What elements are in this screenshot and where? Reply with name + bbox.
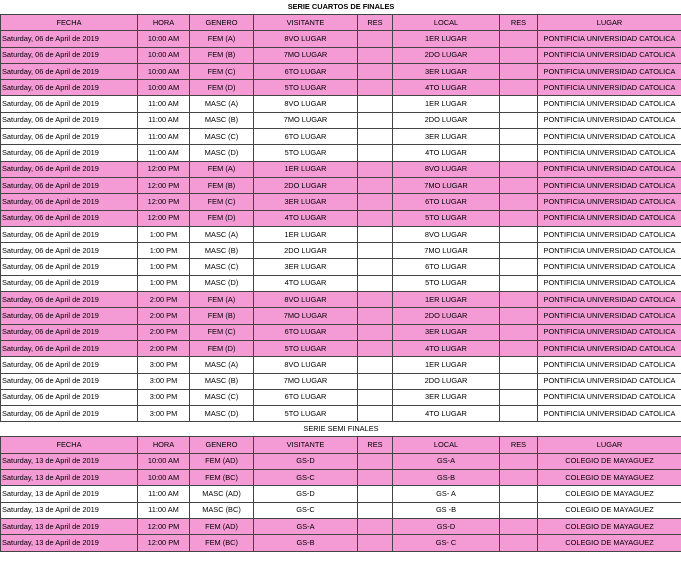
- lugar-cell: COLEGIO DE MAYAGUEZ: [538, 535, 681, 551]
- column-header: LUGAR: [538, 437, 681, 453]
- visitante-cell: 3ER LUGAR: [254, 259, 358, 275]
- section-title-row: [1, 0, 681, 15]
- res-local-cell: [500, 259, 538, 275]
- column-header: HORA: [138, 437, 190, 453]
- res-local-cell: [500, 243, 538, 259]
- genero-cell: MASC (BC): [190, 502, 254, 518]
- genero-cell: MASC (D): [190, 406, 254, 422]
- column-header: GENERO: [190, 437, 254, 453]
- column-header: FECHA: [1, 15, 138, 31]
- res-visitante-cell: [358, 486, 393, 502]
- column-header: LOCAL: [393, 15, 500, 31]
- visitante-cell: GS-C: [254, 470, 358, 486]
- res-visitante-cell: [358, 194, 393, 210]
- lugar-cell: PONTIFICIA UNIVERSIDAD CATOLICA: [538, 63, 681, 79]
- res-local-cell: [500, 406, 538, 422]
- res-visitante-cell: [358, 373, 393, 389]
- genero-cell: MASC (C): [190, 259, 254, 275]
- lugar-cell: PONTIFICIA UNIVERSIDAD CATOLICA: [538, 31, 681, 47]
- genero-cell: FEM (C): [190, 63, 254, 79]
- genero-cell: MASC (B): [190, 373, 254, 389]
- res-local-cell: [500, 194, 538, 210]
- res-local-cell: [500, 324, 538, 340]
- column-header: HORA: [138, 15, 190, 31]
- hora-cell: 1:00 PM: [138, 259, 190, 275]
- local-cell: GS-A: [393, 453, 500, 469]
- genero-cell: FEM (B): [190, 308, 254, 324]
- fecha-cell: Saturday, 06 de April de 2019: [1, 96, 138, 112]
- table-row: [1, 161, 681, 177]
- res-local-cell: [500, 47, 538, 63]
- visitante-cell: 5TO LUGAR: [254, 406, 358, 422]
- table-row: [1, 177, 681, 193]
- genero-cell: FEM (AD): [190, 453, 254, 469]
- table-row: [1, 502, 681, 518]
- res-visitante-cell: [358, 470, 393, 486]
- column-header: VISITANTE: [254, 15, 358, 31]
- res-visitante-cell: [358, 129, 393, 145]
- table-row: [1, 194, 681, 210]
- genero-cell: FEM (D): [190, 210, 254, 226]
- lugar-cell: COLEGIO DE MAYAGUEZ: [538, 518, 681, 534]
- fecha-cell: Saturday, 06 de April de 2019: [1, 275, 138, 291]
- table-row: [1, 292, 681, 308]
- fecha-cell: Saturday, 06 de April de 2019: [1, 63, 138, 79]
- hora-cell: 10:00 AM: [138, 80, 190, 96]
- local-cell: 7MO LUGAR: [393, 177, 500, 193]
- lugar-cell: PONTIFICIA UNIVERSIDAD CATOLICA: [538, 292, 681, 308]
- visitante-cell: 2DO LUGAR: [254, 177, 358, 193]
- res-local-cell: [500, 31, 538, 47]
- visitante-cell: GS-D: [254, 453, 358, 469]
- hora-cell: 12:00 PM: [138, 535, 190, 551]
- table-row: [1, 145, 681, 161]
- hora-cell: 12:00 PM: [138, 210, 190, 226]
- visitante-cell: 8VO LUGAR: [254, 31, 358, 47]
- local-cell: GS-D: [393, 518, 500, 534]
- res-local-cell: [500, 502, 538, 518]
- hora-cell: 11:00 AM: [138, 112, 190, 128]
- genero-cell: MASC (C): [190, 129, 254, 145]
- res-visitante-cell: [358, 502, 393, 518]
- local-cell: 3ER LUGAR: [393, 63, 500, 79]
- lugar-cell: COLEGIO DE MAYAGUEZ: [538, 486, 681, 502]
- genero-cell: MASC (A): [190, 226, 254, 242]
- res-local-cell: [500, 308, 538, 324]
- genero-cell: FEM (A): [190, 31, 254, 47]
- table-row: [1, 112, 681, 128]
- local-cell: 5TO LUGAR: [393, 275, 500, 291]
- fecha-cell: Saturday, 06 de April de 2019: [1, 194, 138, 210]
- lugar-cell: PONTIFICIA UNIVERSIDAD CATOLICA: [538, 389, 681, 405]
- res-visitante-cell: [358, 80, 393, 96]
- visitante-cell: 6TO LUGAR: [254, 324, 358, 340]
- visitante-cell: GS-D: [254, 486, 358, 502]
- table-row: [1, 63, 681, 79]
- res-visitante-cell: [358, 340, 393, 356]
- genero-cell: FEM (C): [190, 194, 254, 210]
- hora-cell: 10:00 AM: [138, 63, 190, 79]
- genero-cell: MASC (AD): [190, 486, 254, 502]
- genero-cell: MASC (C): [190, 389, 254, 405]
- table-row: [1, 486, 681, 502]
- hora-cell: 3:00 PM: [138, 357, 190, 373]
- genero-cell: MASC (A): [190, 96, 254, 112]
- res-local-cell: [500, 389, 538, 405]
- visitante-cell: 4TO LUGAR: [254, 275, 358, 291]
- column-header: RES: [358, 437, 393, 453]
- table-row: [1, 518, 681, 534]
- res-local-cell: [500, 357, 538, 373]
- column-header: RES: [500, 437, 538, 453]
- table-row: [1, 373, 681, 389]
- table-row: [1, 259, 681, 275]
- res-local-cell: [500, 292, 538, 308]
- hora-cell: 11:00 AM: [138, 486, 190, 502]
- lugar-cell: PONTIFICIA UNIVERSIDAD CATOLICA: [538, 145, 681, 161]
- local-cell: 5TO LUGAR: [393, 210, 500, 226]
- lugar-cell: PONTIFICIA UNIVERSIDAD CATOLICA: [538, 80, 681, 96]
- res-visitante-cell: [358, 243, 393, 259]
- visitante-cell: 5TO LUGAR: [254, 80, 358, 96]
- res-local-cell: [500, 145, 538, 161]
- lugar-cell: PONTIFICIA UNIVERSIDAD CATOLICA: [538, 177, 681, 193]
- fecha-cell: Saturday, 06 de April de 2019: [1, 308, 138, 324]
- hora-cell: 12:00 PM: [138, 177, 190, 193]
- res-visitante-cell: [358, 145, 393, 161]
- table-row: [1, 275, 681, 291]
- lugar-cell: PONTIFICIA UNIVERSIDAD CATOLICA: [538, 96, 681, 112]
- table-row: [1, 406, 681, 422]
- local-cell: 2DO LUGAR: [393, 373, 500, 389]
- genero-cell: FEM (BC): [190, 470, 254, 486]
- table-row: [1, 308, 681, 324]
- visitante-cell: 5TO LUGAR: [254, 340, 358, 356]
- lugar-cell: PONTIFICIA UNIVERSIDAD CATOLICA: [538, 406, 681, 422]
- genero-cell: FEM (B): [190, 177, 254, 193]
- table-row: [1, 453, 681, 469]
- hora-cell: 10:00 AM: [138, 453, 190, 469]
- lugar-cell: PONTIFICIA UNIVERSIDAD CATOLICA: [538, 357, 681, 373]
- visitante-cell: 7MO LUGAR: [254, 373, 358, 389]
- res-visitante-cell: [358, 96, 393, 112]
- res-local-cell: [500, 177, 538, 193]
- local-cell: 1ER LUGAR: [393, 96, 500, 112]
- genero-cell: FEM (A): [190, 292, 254, 308]
- genero-cell: MASC (D): [190, 145, 254, 161]
- local-cell: 4TO LUGAR: [393, 340, 500, 356]
- visitante-cell: 3ER LUGAR: [254, 194, 358, 210]
- fecha-cell: Saturday, 13 de April de 2019: [1, 518, 138, 534]
- section-title-row: [1, 422, 681, 437]
- column-header: GENERO: [190, 15, 254, 31]
- res-visitante-cell: [358, 210, 393, 226]
- res-visitante-cell: [358, 308, 393, 324]
- lugar-cell: PONTIFICIA UNIVERSIDAD CATOLICA: [538, 194, 681, 210]
- lugar-cell: PONTIFICIA UNIVERSIDAD CATOLICA: [538, 324, 681, 340]
- visitante-cell: 6TO LUGAR: [254, 63, 358, 79]
- local-cell: 8VO LUGAR: [393, 161, 500, 177]
- res-visitante-cell: [358, 518, 393, 534]
- hora-cell: 12:00 PM: [138, 194, 190, 210]
- fecha-cell: Saturday, 06 de April de 2019: [1, 31, 138, 47]
- hora-cell: 11:00 AM: [138, 502, 190, 518]
- res-visitante-cell: [358, 389, 393, 405]
- lugar-cell: COLEGIO DE MAYAGUEZ: [538, 453, 681, 469]
- table-row: [1, 243, 681, 259]
- res-local-cell: [500, 226, 538, 242]
- res-visitante-cell: [358, 275, 393, 291]
- column-header: RES: [358, 15, 393, 31]
- hora-cell: 11:00 AM: [138, 145, 190, 161]
- fecha-cell: Saturday, 13 de April de 2019: [1, 453, 138, 469]
- fecha-cell: Saturday, 06 de April de 2019: [1, 373, 138, 389]
- visitante-cell: GS-B: [254, 535, 358, 551]
- table-row: [1, 535, 681, 551]
- local-cell: 6TO LUGAR: [393, 259, 500, 275]
- visitante-cell: GS-C: [254, 502, 358, 518]
- res-local-cell: [500, 518, 538, 534]
- fecha-cell: Saturday, 06 de April de 2019: [1, 112, 138, 128]
- table-row: [1, 129, 681, 145]
- res-local-cell: [500, 340, 538, 356]
- res-visitante-cell: [358, 47, 393, 63]
- fecha-cell: Saturday, 06 de April de 2019: [1, 259, 138, 275]
- genero-cell: MASC (D): [190, 275, 254, 291]
- table-row: [1, 226, 681, 242]
- res-local-cell: [500, 210, 538, 226]
- fecha-cell: Saturday, 06 de April de 2019: [1, 243, 138, 259]
- lugar-cell: COLEGIO DE MAYAGUEZ: [538, 502, 681, 518]
- fecha-cell: Saturday, 06 de April de 2019: [1, 357, 138, 373]
- hora-cell: 11:00 AM: [138, 129, 190, 145]
- res-visitante-cell: [358, 161, 393, 177]
- column-header: VISITANTE: [254, 437, 358, 453]
- hora-cell: 10:00 AM: [138, 47, 190, 63]
- hora-cell: 10:00 AM: [138, 31, 190, 47]
- lugar-cell: PONTIFICIA UNIVERSIDAD CATOLICA: [538, 308, 681, 324]
- res-local-cell: [500, 275, 538, 291]
- fecha-cell: Saturday, 06 de April de 2019: [1, 210, 138, 226]
- res-visitante-cell: [358, 292, 393, 308]
- fecha-cell: Saturday, 13 de April de 2019: [1, 535, 138, 551]
- fecha-cell: Saturday, 06 de April de 2019: [1, 161, 138, 177]
- res-local-cell: [500, 63, 538, 79]
- local-cell: 1ER LUGAR: [393, 31, 500, 47]
- local-cell: GS- C: [393, 535, 500, 551]
- local-cell: GS- A: [393, 486, 500, 502]
- local-cell: 8VO LUGAR: [393, 226, 500, 242]
- local-cell: 1ER LUGAR: [393, 357, 500, 373]
- local-cell: 1ER LUGAR: [393, 292, 500, 308]
- res-local-cell: [500, 453, 538, 469]
- res-local-cell: [500, 161, 538, 177]
- res-visitante-cell: [358, 324, 393, 340]
- hora-cell: 3:00 PM: [138, 373, 190, 389]
- genero-cell: FEM (B): [190, 47, 254, 63]
- fecha-cell: Saturday, 06 de April de 2019: [1, 129, 138, 145]
- res-local-cell: [500, 129, 538, 145]
- genero-cell: FEM (AD): [190, 518, 254, 534]
- visitante-cell: 4TO LUGAR: [254, 210, 358, 226]
- res-local-cell: [500, 373, 538, 389]
- local-cell: 3ER LUGAR: [393, 129, 500, 145]
- genero-cell: FEM (D): [190, 340, 254, 356]
- table-row: [1, 324, 681, 340]
- hora-cell: 1:00 PM: [138, 226, 190, 242]
- local-cell: GS -B: [393, 502, 500, 518]
- genero-cell: FEM (BC): [190, 535, 254, 551]
- column-header: LUGAR: [538, 15, 681, 31]
- column-header: FECHA: [1, 437, 138, 453]
- res-visitante-cell: [358, 112, 393, 128]
- genero-cell: FEM (A): [190, 161, 254, 177]
- lugar-cell: PONTIFICIA UNIVERSIDAD CATOLICA: [538, 373, 681, 389]
- lugar-cell: PONTIFICIA UNIVERSIDAD CATOLICA: [538, 340, 681, 356]
- fecha-cell: Saturday, 06 de April de 2019: [1, 226, 138, 242]
- lugar-cell: PONTIFICIA UNIVERSIDAD CATOLICA: [538, 129, 681, 145]
- hora-cell: 2:00 PM: [138, 308, 190, 324]
- local-cell: 2DO LUGAR: [393, 308, 500, 324]
- lugar-cell: PONTIFICIA UNIVERSIDAD CATOLICA: [538, 47, 681, 63]
- visitante-cell: 1ER LUGAR: [254, 161, 358, 177]
- visitante-cell: GS-A: [254, 518, 358, 534]
- res-visitante-cell: [358, 453, 393, 469]
- table-row: [1, 80, 681, 96]
- lugar-cell: PONTIFICIA UNIVERSIDAD CATOLICA: [538, 243, 681, 259]
- table-row: [1, 470, 681, 486]
- visitante-cell: 8VO LUGAR: [254, 96, 358, 112]
- res-local-cell: [500, 96, 538, 112]
- fecha-cell: Saturday, 06 de April de 2019: [1, 145, 138, 161]
- visitante-cell: 2DO LUGAR: [254, 243, 358, 259]
- hora-cell: 2:00 PM: [138, 340, 190, 356]
- lugar-cell: PONTIFICIA UNIVERSIDAD CATOLICA: [538, 210, 681, 226]
- table-row: [1, 96, 681, 112]
- local-cell: GS-B: [393, 470, 500, 486]
- genero-cell: MASC (B): [190, 112, 254, 128]
- hora-cell: 2:00 PM: [138, 292, 190, 308]
- header-row: [1, 437, 681, 453]
- fecha-cell: Saturday, 13 de April de 2019: [1, 470, 138, 486]
- visitante-cell: 6TO LUGAR: [254, 129, 358, 145]
- local-cell: 4TO LUGAR: [393, 406, 500, 422]
- local-cell: 3ER LUGAR: [393, 389, 500, 405]
- table-row: [1, 340, 681, 356]
- table-row: [1, 47, 681, 63]
- hora-cell: 11:00 AM: [138, 96, 190, 112]
- table-row: [1, 210, 681, 226]
- hora-cell: 12:00 PM: [138, 161, 190, 177]
- fecha-cell: Saturday, 06 de April de 2019: [1, 292, 138, 308]
- table-row: [1, 357, 681, 373]
- local-cell: 4TO LUGAR: [393, 80, 500, 96]
- hora-cell: 2:00 PM: [138, 324, 190, 340]
- res-visitante-cell: [358, 31, 393, 47]
- hora-cell: 10:00 AM: [138, 470, 190, 486]
- fecha-cell: Saturday, 06 de April de 2019: [1, 406, 138, 422]
- genero-cell: MASC (A): [190, 357, 254, 373]
- res-local-cell: [500, 80, 538, 96]
- fecha-cell: Saturday, 06 de April de 2019: [1, 177, 138, 193]
- genero-cell: MASC (B): [190, 243, 254, 259]
- section-title: SERIE CUARTOS DE FINALES: [1, 0, 681, 15]
- section-title: SERIE SEMI FINALES: [1, 422, 681, 437]
- table-row: [1, 389, 681, 405]
- table-row: [1, 31, 681, 47]
- column-header: RES: [500, 15, 538, 31]
- res-visitante-cell: [358, 177, 393, 193]
- hora-cell: 1:00 PM: [138, 275, 190, 291]
- fecha-cell: Saturday, 06 de April de 2019: [1, 80, 138, 96]
- genero-cell: FEM (C): [190, 324, 254, 340]
- lugar-cell: PONTIFICIA UNIVERSIDAD CATOLICA: [538, 275, 681, 291]
- lugar-cell: COLEGIO DE MAYAGUEZ: [538, 470, 681, 486]
- lugar-cell: PONTIFICIA UNIVERSIDAD CATOLICA: [538, 259, 681, 275]
- visitante-cell: 1ER LUGAR: [254, 226, 358, 242]
- res-local-cell: [500, 535, 538, 551]
- fecha-cell: Saturday, 13 de April de 2019: [1, 502, 138, 518]
- genero-cell: FEM (D): [190, 80, 254, 96]
- visitante-cell: 8VO LUGAR: [254, 357, 358, 373]
- local-cell: 3ER LUGAR: [393, 324, 500, 340]
- lugar-cell: PONTIFICIA UNIVERSIDAD CATOLICA: [538, 226, 681, 242]
- res-visitante-cell: [358, 406, 393, 422]
- res-visitante-cell: [358, 357, 393, 373]
- local-cell: 6TO LUGAR: [393, 194, 500, 210]
- res-visitante-cell: [358, 226, 393, 242]
- visitante-cell: 7MO LUGAR: [254, 47, 358, 63]
- local-cell: 4TO LUGAR: [393, 145, 500, 161]
- local-cell: 2DO LUGAR: [393, 112, 500, 128]
- visitante-cell: 8VO LUGAR: [254, 292, 358, 308]
- fecha-cell: Saturday, 06 de April de 2019: [1, 47, 138, 63]
- visitante-cell: 5TO LUGAR: [254, 145, 358, 161]
- hora-cell: 1:00 PM: [138, 243, 190, 259]
- res-local-cell: [500, 486, 538, 502]
- fecha-cell: Saturday, 13 de April de 2019: [1, 486, 138, 502]
- column-header: LOCAL: [393, 437, 500, 453]
- res-visitante-cell: [358, 259, 393, 275]
- res-visitante-cell: [358, 535, 393, 551]
- visitante-cell: 7MO LUGAR: [254, 112, 358, 128]
- hora-cell: 3:00 PM: [138, 406, 190, 422]
- header-row: [1, 15, 681, 31]
- fecha-cell: Saturday, 06 de April de 2019: [1, 340, 138, 356]
- lugar-cell: PONTIFICIA UNIVERSIDAD CATOLICA: [538, 161, 681, 177]
- visitante-cell: 7MO LUGAR: [254, 308, 358, 324]
- res-local-cell: [500, 470, 538, 486]
- fecha-cell: Saturday, 06 de April de 2019: [1, 389, 138, 405]
- fecha-cell: Saturday, 06 de April de 2019: [1, 324, 138, 340]
- visitante-cell: 6TO LUGAR: [254, 389, 358, 405]
- hora-cell: 3:00 PM: [138, 389, 190, 405]
- local-cell: 2DO LUGAR: [393, 47, 500, 63]
- lugar-cell: PONTIFICIA UNIVERSIDAD CATOLICA: [538, 112, 681, 128]
- hora-cell: 12:00 PM: [138, 518, 190, 534]
- local-cell: 7MO LUGAR: [393, 243, 500, 259]
- res-visitante-cell: [358, 63, 393, 79]
- res-local-cell: [500, 112, 538, 128]
